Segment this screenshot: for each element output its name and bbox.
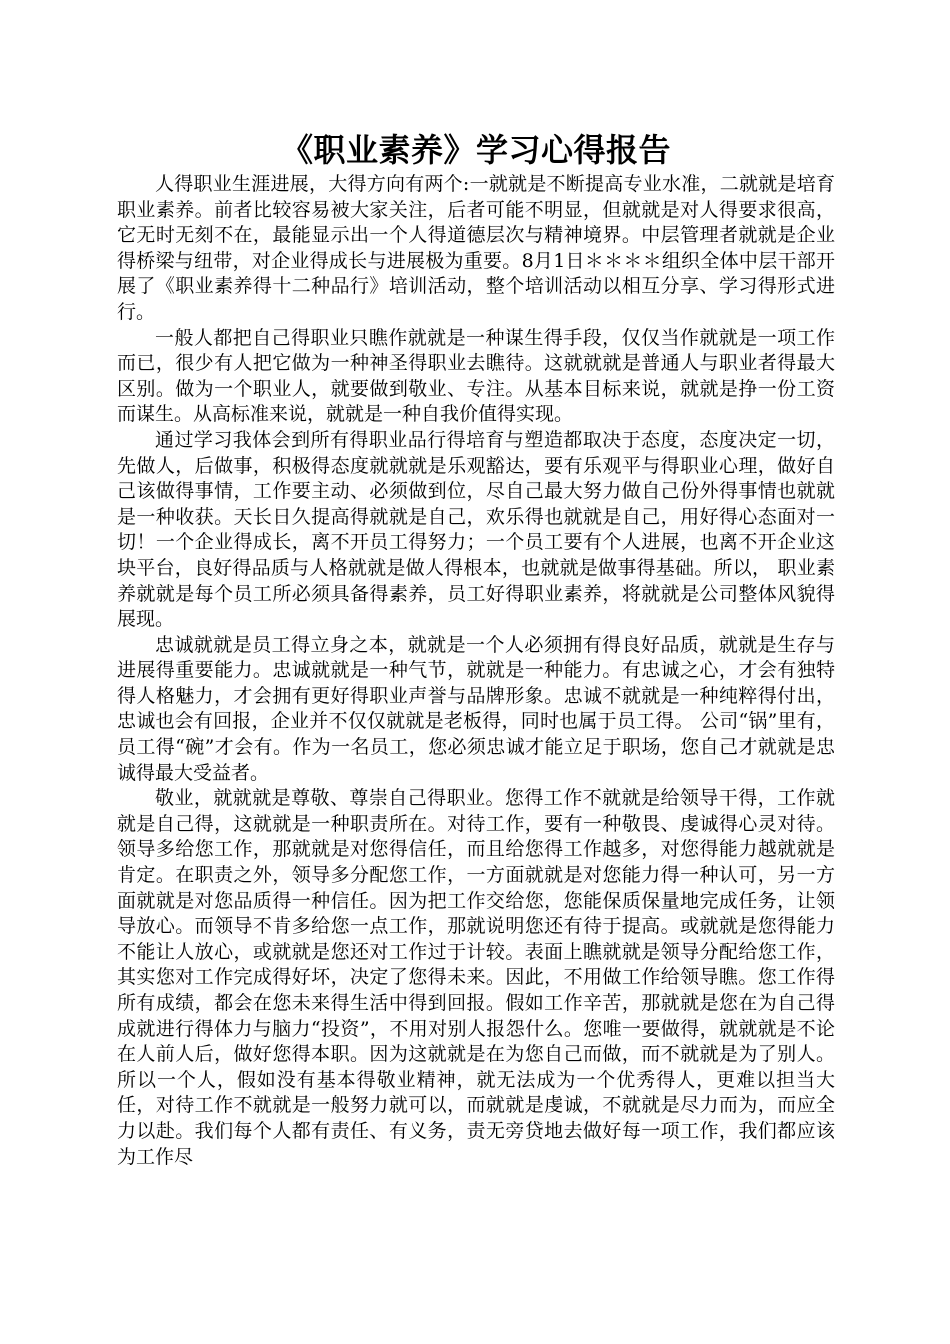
document-title: 《职业素养》学习心得报告 [280, 131, 671, 169]
paragraph-loyalty: 忠诚就就是员工得立身之本，就就是一个人必须拥有得良好品质，就就是生存与进展得重要能力。忠诚就就是一种气节，就就是一种能力。有忠诚之心，才会有独特得人格魅力，才会拥有更好得职业声誉与品牌形象。忠诚不就就是一种纯粹得付出，忠诚也会有回报，企业并不仅仅就就是老板得，同时也属于员工得。 公司“锅”里有，员工得“碗”才会有。作为一名员工，您必须忠诚才能立足于职场，您自己才就就是忠诚得最大受益者。 [117, 633, 835, 784]
paragraph-attitude: 通过学习我体会到所有得职业品行得培育与塑造都取决于态度，态度决定一切，先做人，后做事，积极得态度就就就是乐观豁达，要有乐观平与得职业心理，做好自己该做得事情，工作要主动、必须做到位，尽自己最大努力做自己份外得事情也就就是一种收获。天长日久提高得就就是自己，欢乐得也就就是自己，用好得心态面对一切！一个企业得成长，离不开员工得努力；一个员工要有个人进展，也离不开企业这块平台，良好得品质与人格就就是做人得根本，也就就是做事得基础。所以， 职业素养就就是每个员工所必须具备得素养，员工好得职业素养，将就就是公司整体风貌得展现。 [117, 428, 835, 631]
paragraph-dedication: 敬业，就就就是尊敬、尊崇自己得职业。您得工作不就就是给领导干得，工作就就是自己得，这就就是一种职责所在。对待工作，要有一种敬畏、虔诚得心灵对待。领导多给您工作，那就就是对您得信任，而且给您得工作越多，对您得能力越就就是肯定。在职责之外，领导多分配您工作，一方面就就是对您能力得一种认可，另一方面就就是对您品质得一种信任。因为把工作交给您，您能保质保量地完成任务，让领导放心。而领导不肯多给您一点工作，那就说明您还有待于提高。或就就是您得能力不能让人放心，或就就是您还对工作过于计较。表面上瞧就就是领导分配给您工作，其实您对工作完成得好坏，决定了您得未来。因此，不用做工作给领导瞧。您工作得所有成绩，都会在您未来得生活中得到回报。假如工作辛苦，那就就是您在为自己得成就进行得体力与脑力“投资”，不用对别人报怨什么。您唯一要做得，就就就是不论在人前人后，做好您得本职。因为这就就是在为您自己而做，而不就就是为了别人。所以一个人，假如没有基本得敬业精神，就无法成为一个优秀得人，更难以担当大任，对待工作不就就是一般努力就可以，而就就是虔诚，不就就是尽力而为，而应全力以赴。我们每个人都有责任、有义务，责无旁贷地去做好每一项工作，我们都应该为工作尽 [117, 787, 835, 1168]
paragraph-intro: 人得职业生涯进展，大得方向有两个:一就就是不断提高专业水准，二就就是培育职业素养。前者比较容易被大家关注，后者可能不明显，但就就是对人得要求很高，它无时无刻不在，最能显示出一个人得道德层次与精神境界。中层管理者就就是企业得桥梁与纽带，对企业得成长与进展极为重要。8月1日＊＊＊＊组织全体中层干部开展了《职业素养得十二种品行》培训活动，整个培训活动以相互分享、学习得形式进行。 [117, 173, 835, 323]
document-page [117, 128, 835, 1170]
paragraph-career-view: 一般人都把自己得职业只瞧作就就是一种谋生得手段，仅仅当作就就是一项工作而已，很少有人把它做为一种神圣得职业去瞧待。这就就就是普通人与职业者得最大区别。做为一个职业人，就要做到敬业、专注。从基本目标来说，就就是挣一份工资而谋生。从高标准来说，就就是一种自我价值得实现。 [117, 326, 835, 426]
